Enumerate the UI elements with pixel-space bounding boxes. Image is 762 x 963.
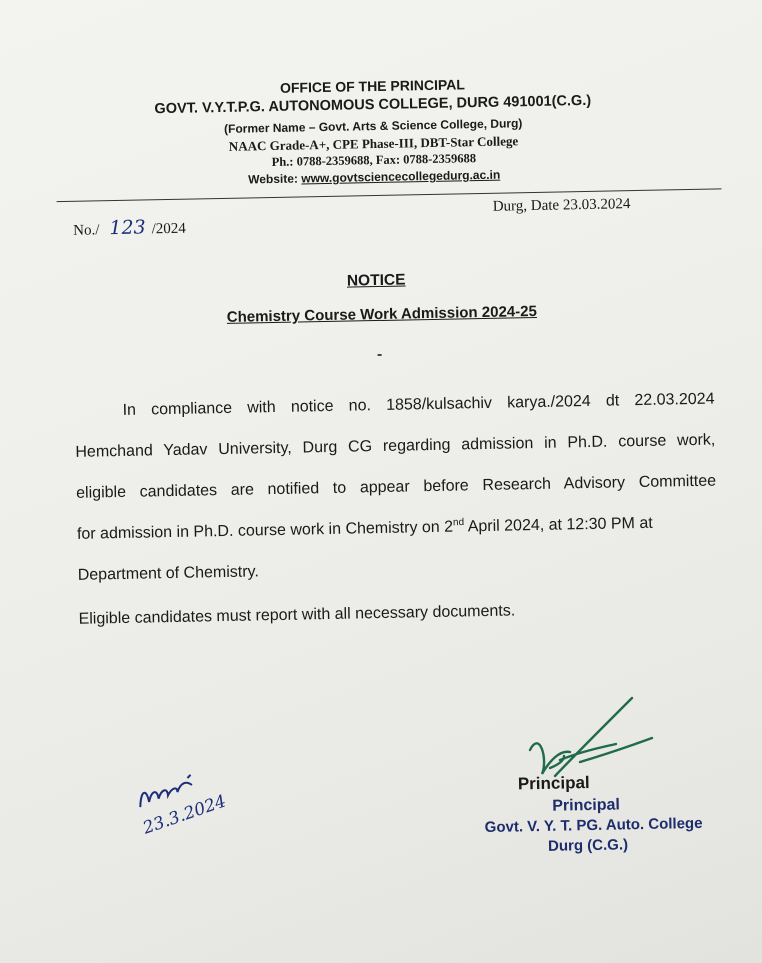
stray-mark — [378, 354, 382, 356]
body-line-3: eligible candidates are notified to appear before Research Advisory Committee — [76, 472, 717, 502]
former-name: (Former Name – Govt. Arts & Science College, Durg) — [223, 116, 523, 136]
body-line-4-a: for admission in Ph.D. course work in Chemistry on 2 — [76, 518, 454, 543]
stamp-title: Principal — [552, 796, 621, 815]
stamp-place: Durg (C.G.) — [547, 836, 629, 855]
body-line-4-b: April 2024, at 12:30 PM at — [464, 514, 653, 536]
accreditation-line: NAAC Grade-A+, CPE Phase-III, DBT-Star College — [228, 133, 519, 154]
body-line-1: In compliance with notice no. 1858/kulsachiv karya./2024 dt 22.03.2024 — [122, 390, 715, 419]
closing-sentence: Eligible candidates must report with all necessary documents. — [78, 602, 516, 628]
notice-subtitle: Chemistry Course Work Admission 2024-25 — [226, 302, 538, 326]
contact-line: Ph.: 0788-2359688, Fax: 0788-2359688 — [271, 151, 477, 170]
reference-prefix: No./ — [73, 222, 100, 239]
stamp-organization: Govt. V. Y. T. PG. Auto. College — [484, 814, 703, 837]
notice-body — [74, 379, 718, 596]
website-link[interactable]: www.govtsciencecollegedurg.ac.in — [301, 167, 501, 186]
initials-date: 23.3.2024 — [140, 791, 229, 839]
reference-suffix: /2024 — [151, 220, 186, 238]
reference-handwritten-number: 123 — [109, 216, 146, 240]
notice-title: NOTICE — [346, 271, 406, 290]
handwritten-initials — [130, 761, 229, 838]
principal-handwritten-label: Principal — [517, 773, 590, 794]
body-line-5: Department of Chemistry. — [77, 563, 259, 584]
college-name: GOVT. V.Y.T.P.G. AUTONOMOUS COLLEGE, DURG 491001(C.G.) — [154, 92, 592, 118]
issue-date: Durg, Date 23.03.2024 — [492, 196, 631, 215]
reference-number — [73, 216, 186, 240]
principal-signature — [520, 690, 670, 790]
body-line-2: Hemchand Yadav University, Durg CG regarding admission in Ph.D. course work, — [75, 431, 716, 461]
website-label: Website: — [248, 171, 299, 187]
office-heading: OFFICE OF THE PRINCIPAL — [279, 76, 465, 96]
ordinal-suffix: nd — [452, 517, 465, 529]
